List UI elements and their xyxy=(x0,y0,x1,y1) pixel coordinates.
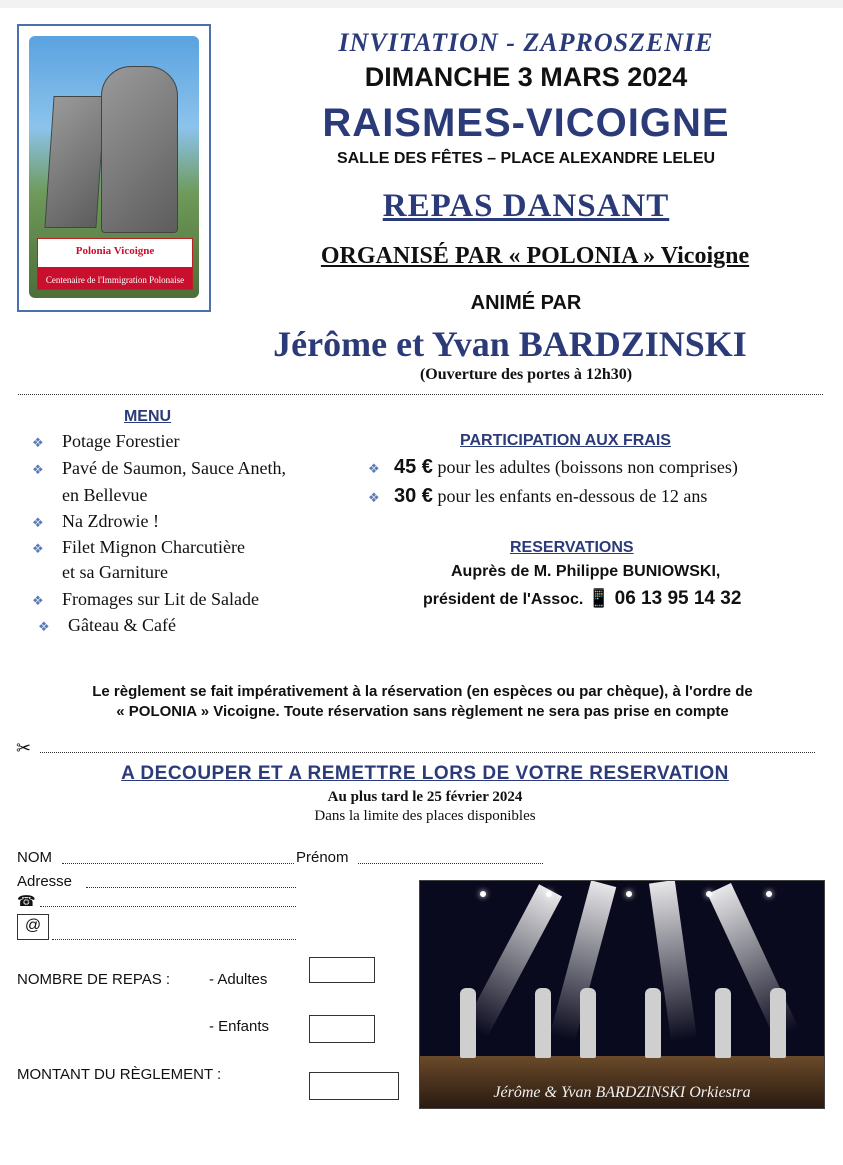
child-price: 30 € xyxy=(394,485,433,507)
musician xyxy=(770,988,786,1058)
musician xyxy=(535,988,551,1058)
diamond-bullet-icon: ❖ xyxy=(32,541,44,556)
phone-number: 06 13 95 14 32 xyxy=(614,588,742,609)
amount-label: MONTANT DU RÈGLEMENT : xyxy=(17,1066,222,1083)
top-margin-strip xyxy=(0,0,843,8)
adresse-label: Adresse xyxy=(17,873,73,890)
musician xyxy=(645,988,661,1058)
band-caption: Jérôme & Yvan BARDZINSKI Orkiestra xyxy=(493,1084,751,1101)
price-adults xyxy=(368,456,738,479)
event-date: DIMANCHE 3 MARS 2024 xyxy=(364,62,688,92)
adresse-field[interactable] xyxy=(86,887,296,888)
event-type xyxy=(230,188,822,225)
nom-label: NOM xyxy=(17,849,52,866)
monument-plaque xyxy=(37,238,193,290)
menu-item xyxy=(32,431,179,452)
menu-item xyxy=(38,615,176,636)
performers: Jérôme et Yvan BARDZINSKI xyxy=(273,324,747,364)
meals-label: NOMBRE DE REPAS : xyxy=(17,971,171,988)
diamond-bullet-icon: ❖ xyxy=(38,619,50,634)
nom-field[interactable] xyxy=(62,863,294,864)
monument-stone-main xyxy=(101,66,178,233)
animated-by: ANIMÉ PAR xyxy=(470,292,582,314)
diamond-bullet-icon: ❖ xyxy=(32,435,44,450)
payment-rule-line: « POLONIA » Vicoigne. Toute réservation sans règlement ne sera pas prise en compte xyxy=(116,703,729,720)
fees-title: PARTICIPATION AUX FRAIS xyxy=(460,432,671,449)
adults-label: - Adultes xyxy=(209,971,268,988)
children-count-box[interactable] xyxy=(309,1015,375,1043)
organizer xyxy=(240,243,830,270)
telephone-icon: ☎ xyxy=(17,893,36,910)
amount-box[interactable] xyxy=(309,1072,399,1100)
prenom-label: Prénom xyxy=(296,849,349,866)
menu-title: MENU xyxy=(123,408,172,425)
payment-rule xyxy=(20,682,825,722)
menu-item xyxy=(32,458,286,479)
menu-item-text: Pavé de Saumon, Sauce Aneth, xyxy=(62,458,286,478)
monument-image xyxy=(29,36,199,298)
musician xyxy=(715,988,731,1058)
stage-light xyxy=(766,891,772,897)
coupon-title: A DECOUPER ET A REMETTRE LORS DE VOTRE RESERVATION xyxy=(121,763,729,784)
doors-opening: (Ouverture des portes à 12h30) xyxy=(419,366,633,383)
prenom-field[interactable] xyxy=(358,863,543,864)
menu-item xyxy=(32,511,159,532)
musician xyxy=(460,988,476,1058)
menu-item-text: Potage Forestier xyxy=(62,431,180,451)
children-label: - Enfants xyxy=(209,1018,270,1035)
plaque-sublabel: Centenaire de l'Immigration Polonaise xyxy=(45,275,185,285)
scissors-icon: ✂ xyxy=(16,738,32,758)
diamond-bullet-icon: ❖ xyxy=(32,515,44,530)
adult-price: 45 € xyxy=(394,456,433,478)
adults-count-box[interactable] xyxy=(309,957,375,983)
stage-light xyxy=(480,891,486,897)
menu-item-text: Na Zdrowie ! xyxy=(62,511,159,531)
email-field[interactable] xyxy=(52,939,296,940)
event-venue: SALLE DES FÊTES – PLACE ALEXANDRE LELEU xyxy=(336,150,716,167)
reservations-contact: Auprès de M. Philippe BUNIOWSKI, xyxy=(451,563,721,580)
telephone-field[interactable] xyxy=(40,906,296,907)
menu-item xyxy=(32,537,245,558)
event-city: RAISMES-VICOIGNE xyxy=(322,101,730,145)
diamond-bullet-icon: ❖ xyxy=(368,490,380,505)
menu-item-text: Gâteau & Café xyxy=(68,615,176,635)
price-children xyxy=(368,485,707,508)
coupon-limit: Dans la limite des places disponibles xyxy=(314,808,536,824)
child-price-text: pour les enfants en-dessous de 12 ans xyxy=(437,486,708,506)
invitation-title: INVITATION - ZAPROSZENIE xyxy=(338,28,714,57)
musician xyxy=(580,988,596,1058)
phone-icon: 📱 xyxy=(587,588,611,608)
diamond-bullet-icon: ❖ xyxy=(368,461,380,476)
stage-light xyxy=(626,891,632,897)
monument-photo xyxy=(17,24,211,312)
reservations-role xyxy=(423,588,741,610)
plaque-label: Polonia Vicoigne xyxy=(75,245,155,257)
cut-line xyxy=(40,752,815,753)
reservations-title: RESERVATIONS xyxy=(510,539,634,556)
organizer-text: ORGANISÉ PAR « POLONIA » Vicoigne xyxy=(320,243,750,269)
payment-rule-line: Le règlement se fait impérativement à la réservation (en espèces ou par chèque), à l'ordre de xyxy=(92,683,753,700)
reservations-role-text: président de l'Assoc. xyxy=(423,591,584,608)
menu-item-continuation: et sa Garniture xyxy=(62,562,168,582)
diamond-bullet-icon: ❖ xyxy=(32,593,44,608)
separator-top xyxy=(18,394,823,395)
menu-item-text: Fromages sur Lit de Salade xyxy=(62,589,259,609)
coupon-deadline: Au plus tard le 25 février 2024 xyxy=(327,789,523,805)
menu-item xyxy=(32,589,259,610)
event-type-text: REPAS DANSANT xyxy=(382,188,670,224)
email-icon: @ xyxy=(17,914,49,940)
diamond-bullet-icon: ❖ xyxy=(32,462,44,477)
menu-item-continuation: en Bellevue xyxy=(62,485,148,505)
adult-price-text: pour les adultes (boissons non comprises) xyxy=(437,457,738,477)
monument-stone-left xyxy=(44,96,105,228)
menu-item-text: Filet Mignon Charcutière xyxy=(62,537,245,557)
band-photo xyxy=(419,880,825,1109)
